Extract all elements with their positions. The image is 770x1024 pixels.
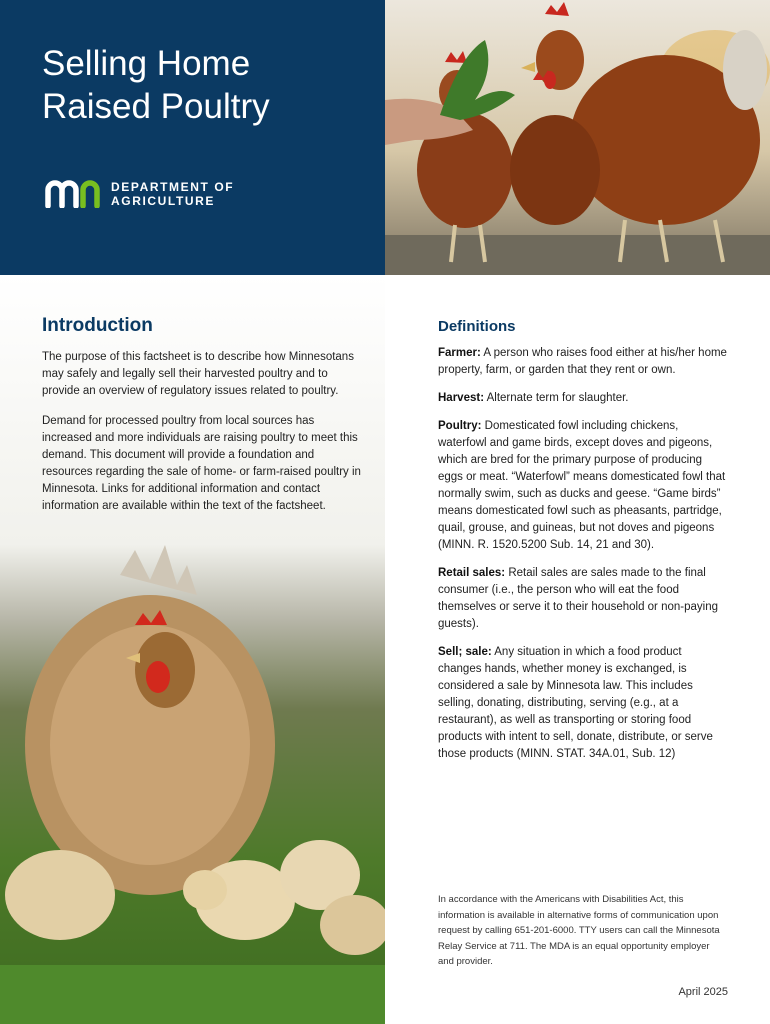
title-line-2: Raised Poultry <box>42 87 270 126</box>
introduction-section <box>42 315 362 528</box>
definition-poultry <box>438 418 728 554</box>
definition-text: Retail sales are sales made to the final consumer (i.e., the person who will eat the food themselves or serve it to their household or non-paying guests). <box>438 567 718 630</box>
definition-term: Harvest: <box>438 392 485 404</box>
logo-text <box>111 180 234 208</box>
definition-term: Poultry: <box>438 420 482 432</box>
definition-farmer <box>438 345 728 379</box>
definition-sell-sale <box>438 644 728 763</box>
intro-paragraph-2: Demand for processed poultry from local sources has increased and more individuals are raising poultry to meet this demand. This document will provide a foundation and resources regarding the sale of home- or farm-raised poultry in Minnesota. Links for additional information and contact information are available within the text of the factsheet. <box>42 415 361 512</box>
logo-line-1: DEPARTMENT OF <box>111 180 235 194</box>
definition-text: A person who raises food either at his/her home property, farm, or garden that they rent or own. <box>438 347 727 376</box>
mn-logo-icon <box>45 180 103 208</box>
ada-statement: In accordance with the Americans with Disabilities Act, this information is available in alternative forms of communication upon request by calling 651-201-6000. TTY users can call the Minnesota Relay Service at 711. The MDA is an equal opportunity employer and provider. <box>438 894 720 967</box>
intro-paragraph-1: The purpose of this factsheet is to describe how Minnesotans may safely and legally sell their harvested poultry and to provide an overview of regulatory issues related to poultry. <box>42 351 354 397</box>
logo-line-2: AGRICULTURE <box>111 194 216 208</box>
definition-term: Sell; sale: <box>438 646 492 658</box>
definition-term: Retail sales: <box>438 567 506 579</box>
title-line-1: Selling Home <box>42 44 251 83</box>
definition-harvest <box>438 390 728 407</box>
page-title <box>42 42 270 128</box>
mda-logo <box>45 178 234 210</box>
definition-text: Alternate term for slaughter. <box>486 392 629 404</box>
definitions-section <box>438 318 728 774</box>
definition-retail-sales <box>438 565 728 633</box>
header-panel <box>0 0 385 275</box>
chickens-feeding-illustration <box>385 0 770 275</box>
chickens-feeding-photo <box>385 0 770 275</box>
definition-term: Farmer: <box>438 347 481 359</box>
publication-date: April 2025 <box>678 986 728 998</box>
definition-text: Any situation in which a food product changes hands, whether money is exchanged, is considered a sale by Minnesota law. This includes selling, donating, distributing, serving (e.g., at a restaurant), as well as transporting or storing food products with intent to sell, donate, distribute, or serve those products (MINN. STAT. 34A.01, Sub. 12) <box>438 646 713 760</box>
definition-text: Domesticated fowl including chickens, waterfowl and game birds, except doves and pigeons, which are bred for the primary purpose of producing eggs or meat. “Waterfowl” means domesticated fowl that normally swim, such as ducks and geese. “Game birds” means domesticated fowl such as pheasants, partridge, quail, grouse, and guineas, but not doves and pigeons (MINN. R. 1520.5200 Sub. 14, 21 and 30). <box>438 420 726 551</box>
definitions-heading: Definitions <box>438 318 516 335</box>
introduction-heading: Introduction <box>42 315 153 336</box>
